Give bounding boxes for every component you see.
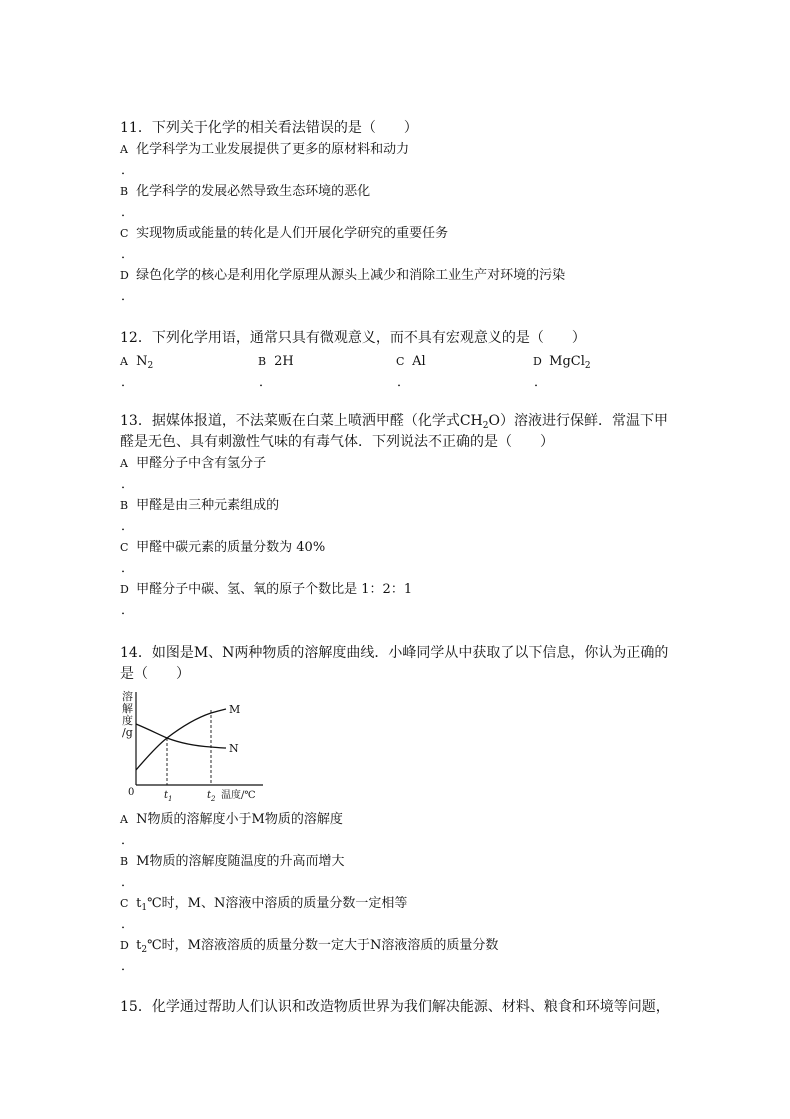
- question-stem: 11．下列关于化学的相关看法错误的是（ ）: [120, 120, 418, 136]
- option-letter: D: [120, 269, 129, 282]
- option-dot: ．: [121, 205, 135, 220]
- option-dot: ．: [121, 477, 135, 492]
- option-text: N物质的溶解度小于M物质的溶解度: [136, 812, 343, 827]
- option-temp: t: [136, 938, 142, 953]
- y-axis-label-char: /g: [122, 726, 133, 739]
- question-stem: 15．化学通过帮助人们认识和改造物质世界为我们解决能源、材料、粮食和环境等问题，: [120, 999, 670, 1015]
- option-letter: A: [120, 355, 128, 368]
- question-15: [120, 997, 690, 1018]
- option-text: M物质的溶解度随温度的升高而增大: [136, 854, 345, 869]
- option-letter: D: [120, 583, 129, 596]
- option-text: 甲醛分子中碳、氢、氧的原子个数比是 1：2：1: [136, 582, 413, 597]
- option-a[interactable]: [120, 809, 680, 851]
- option-text: N: [136, 354, 148, 369]
- option-dot: ．: [121, 247, 135, 262]
- option-dot: ．: [121, 917, 135, 932]
- question-stem: 12．下列化学用语，通常只具有微观意义，而不具有宏观意义的是（ ）: [120, 330, 586, 346]
- y-axis-label-char: 溶: [122, 690, 133, 703]
- question-stem: 14．如图是M、N两种物质的溶解度曲线．小峰同学从中获取了以下信息，你认为正确的是（ ）: [120, 645, 669, 682]
- option-text: ℃时，M溶液溶质的质量分数一定大于N溶液溶质的质量分数: [147, 938, 499, 953]
- option-letter: B: [120, 185, 129, 198]
- x-tick-t1: $t_1$: [164, 790, 173, 803]
- option-text: Al: [412, 354, 426, 369]
- option-d[interactable]: [533, 351, 591, 393]
- option-dot: ．: [121, 375, 135, 390]
- option-dot: ．: [121, 561, 135, 576]
- option-dot: ．: [121, 163, 135, 178]
- option-b[interactable]: [120, 851, 680, 893]
- question-stem: [120, 411, 680, 453]
- option-letter: B: [120, 499, 129, 512]
- option-letter: C: [120, 541, 129, 554]
- option-letter: A: [120, 813, 128, 826]
- origin-label: 0: [128, 787, 135, 798]
- option-text: 2H: [274, 354, 294, 369]
- solubility-chart: [118, 688, 268, 806]
- question-11: [120, 118, 680, 307]
- option-text: 甲醛中碳元素的质量分数为 40%: [136, 540, 326, 555]
- option-dot: ．: [121, 603, 135, 618]
- option-b[interactable]: [120, 181, 680, 223]
- option-subscript: 1: [141, 903, 148, 913]
- series-m-label: M: [229, 703, 241, 716]
- solubility-chart-svg: [118, 688, 268, 806]
- option-b[interactable]: [120, 495, 680, 537]
- option-letter: D: [533, 355, 542, 368]
- option-dot: ．: [534, 375, 548, 390]
- option-c[interactable]: [120, 537, 680, 579]
- stem-part: O）溶液进行保鲜．常温下甲醛是无色、具有刺激性气味的有毒气体．下列说法不正确的是（ ）: [120, 413, 668, 450]
- option-text: 绿色化学的核心是利用化学原理从源头上减少和消除工业生产对环境的污染: [136, 268, 566, 283]
- option-a[interactable]: [120, 139, 680, 181]
- question-13: [120, 411, 680, 621]
- option-subscript: 2: [584, 361, 591, 371]
- option-letter: C: [120, 227, 129, 240]
- option-letter: C: [396, 355, 405, 368]
- option-dot: ．: [121, 875, 135, 890]
- option-c[interactable]: [120, 223, 680, 265]
- option-d[interactable]: [120, 579, 680, 621]
- option-dot: ．: [121, 959, 135, 974]
- stem-part: 13．据媒体报道，不法菜贩在白菜上喷洒甲醛（化学式CH: [120, 413, 483, 429]
- option-text: 化学科学的发展必然导致生态环境的恶化: [136, 184, 371, 199]
- series-n-label: N: [229, 742, 239, 755]
- x-tick-t2: $t_2$: [207, 790, 216, 803]
- option-dot: ．: [121, 519, 135, 534]
- series-m-curve: [136, 709, 226, 770]
- x-axis-label: 温度/℃: [221, 790, 256, 801]
- option-dot: ．: [397, 375, 411, 390]
- option-c[interactable]: [120, 893, 680, 935]
- option-text: 化学科学为工业发展提供了更多的原材料和动力: [136, 142, 410, 157]
- y-axis-label-char: 度: [122, 714, 133, 727]
- option-text: 甲醛是由三种元素组成的: [136, 498, 280, 513]
- question-14: [120, 643, 680, 685]
- option-a[interactable]: [120, 453, 680, 495]
- question-14-options: [120, 809, 680, 977]
- option-d[interactable]: [120, 935, 680, 977]
- option-text: MgCl: [549, 354, 585, 369]
- option-dot: ．: [259, 375, 273, 390]
- option-text: 实现物质或能量的转化是人们开展化学研究的重要任务: [136, 226, 449, 241]
- question-12: [120, 328, 680, 393]
- option-subscript: 2: [147, 361, 154, 371]
- option-letter: B: [258, 355, 267, 368]
- y-axis-label-char: 解: [122, 702, 133, 715]
- option-a[interactable]: [120, 351, 153, 393]
- option-text: ℃时，M、N溶液中溶质的质量分数一定相等: [147, 896, 408, 911]
- option-temp: t: [136, 896, 142, 911]
- option-dot: ．: [121, 289, 135, 304]
- option-subscript: 2: [141, 945, 148, 955]
- option-text: 甲醛分子中含有氢分子: [136, 456, 267, 471]
- option-c[interactable]: [396, 351, 426, 393]
- stem-subscript: 2: [482, 421, 489, 431]
- option-dot: ．: [121, 833, 135, 848]
- option-b[interactable]: [258, 351, 294, 393]
- option-letter: A: [120, 457, 128, 470]
- option-letter: A: [120, 143, 128, 156]
- option-letter: D: [120, 939, 129, 952]
- option-letter: B: [120, 855, 129, 868]
- option-d[interactable]: [120, 265, 680, 307]
- option-letter: C: [120, 897, 129, 910]
